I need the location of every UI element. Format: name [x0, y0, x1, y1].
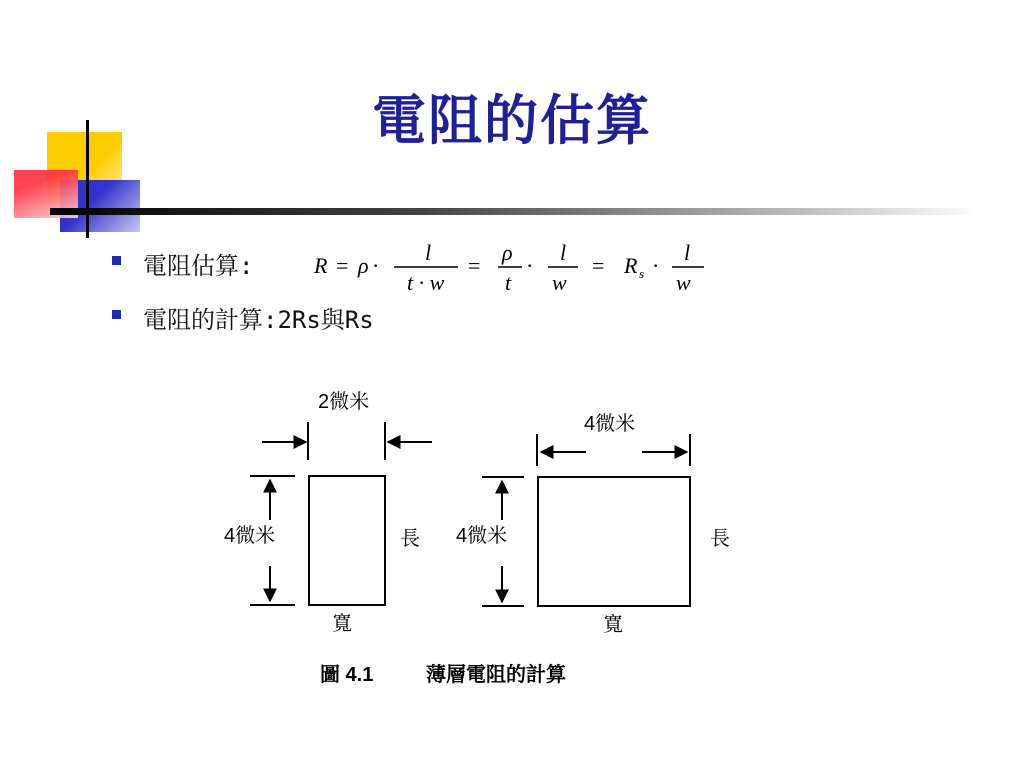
- formula-dot: ·: [372, 253, 380, 278]
- formula-Rs-subscript: s: [639, 266, 645, 281]
- bullet-label: 電阻估算:: [143, 252, 254, 280]
- figure-caption-number: 圖 4.1: [320, 664, 374, 686]
- resistance-formula: [312, 238, 712, 298]
- formula-l-numerator: l: [560, 240, 567, 265]
- right-resistor-rect: [538, 477, 690, 606]
- formula-dot: ·: [526, 253, 534, 278]
- formula-equals: =: [468, 253, 481, 278]
- bullet-item-calculation: [112, 300, 374, 335]
- figure-caption-text: 薄層電阻的計算: [426, 664, 566, 686]
- left-width-label: 2微米: [318, 391, 370, 413]
- right-width-label: 4微米: [584, 413, 636, 435]
- formula-w-denominator: w: [676, 270, 691, 295]
- formula-Rs: R: [624, 253, 638, 278]
- formula-rho-numerator: ρ: [502, 240, 513, 265]
- formula-R: R: [314, 253, 328, 278]
- formula-dot: ·: [652, 253, 660, 278]
- formula-w-denominator: w: [552, 270, 567, 295]
- formula-l-numerator: l: [425, 240, 432, 265]
- right-length-label: 長: [710, 528, 730, 550]
- page-title: 電阻的估算: [372, 88, 652, 152]
- sheet-resistance-figure: [200, 380, 760, 700]
- formula-t-denominator: t: [505, 270, 512, 295]
- right-height-label: 4微米: [456, 525, 508, 547]
- formula-tw-denominator: t · w: [407, 270, 445, 295]
- formula-equals: =: [336, 253, 349, 278]
- left-resistor-rect: [309, 476, 385, 605]
- title-divider: [50, 208, 980, 215]
- bullet-marker-icon: [112, 256, 121, 265]
- left-height-label: 4微米: [224, 525, 276, 547]
- formula-l-numerator: l: [684, 240, 691, 265]
- left-length-label: 長: [400, 528, 420, 550]
- bullet-marker-icon: [112, 310, 121, 319]
- bullet-label: 電阻的計算:2Rs與Rs: [143, 306, 374, 334]
- formula-equals: =: [592, 253, 605, 278]
- left-width-bottom-label: 寬: [332, 613, 352, 635]
- bullet-item-estimate: [112, 246, 253, 281]
- formula-rho: ρ: [358, 253, 369, 278]
- right-width-bottom-label: 寬: [603, 614, 623, 636]
